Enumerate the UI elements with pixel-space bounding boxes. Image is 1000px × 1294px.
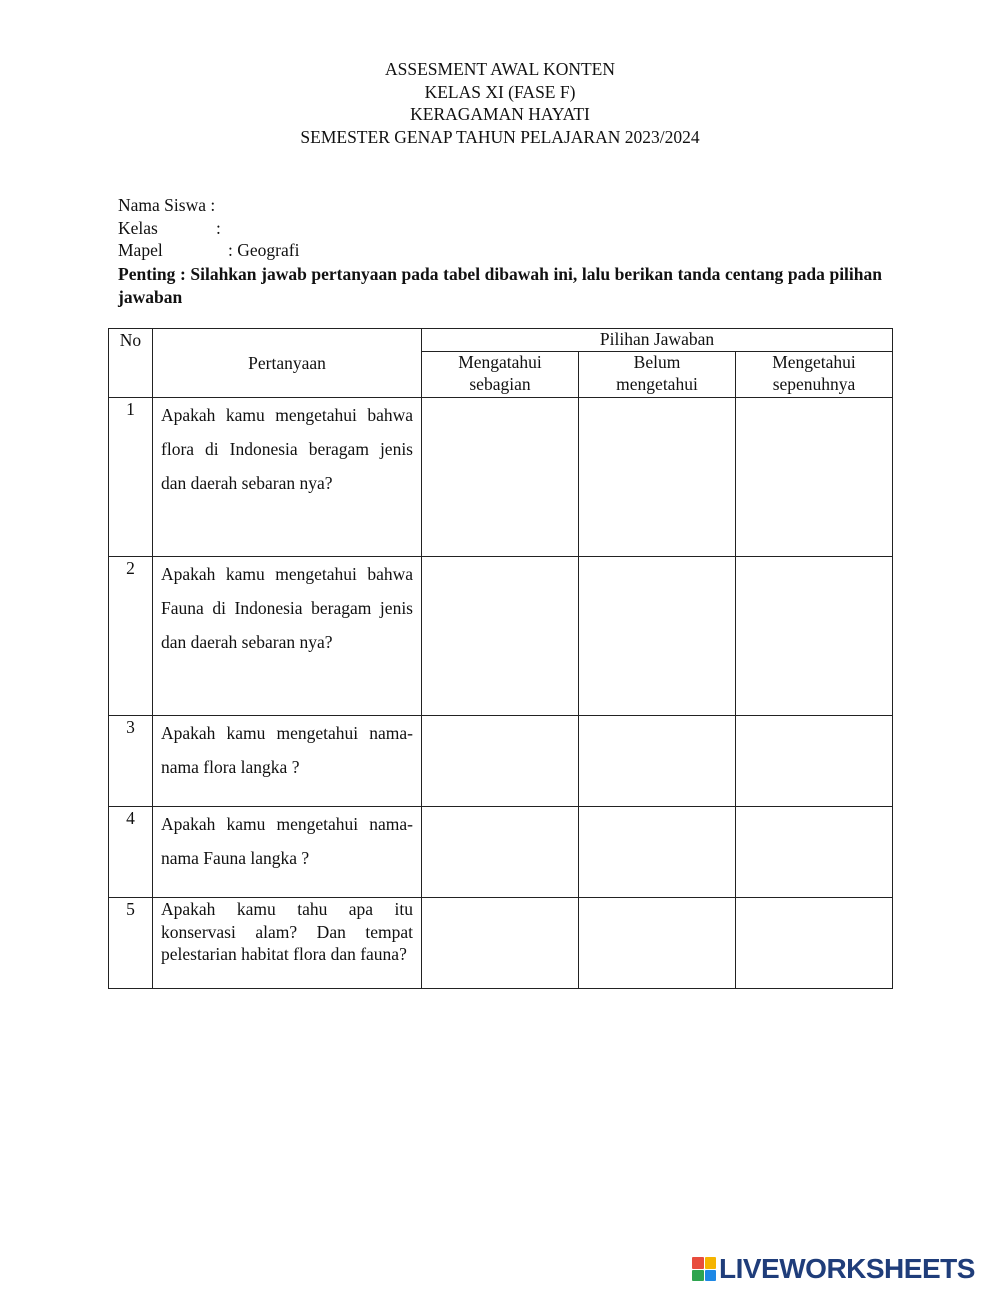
subject-row [118,239,882,262]
answer-cell-partial[interactable] [422,807,579,898]
table-row [109,398,893,557]
answer-cell-unknown[interactable] [579,898,736,989]
question-text: Apakah kamu mengetahui bahwa Fauna di Indonesia beragam jenis dan daerah sebaran nya? [153,557,422,716]
row-number: 5 [109,898,153,989]
logo-text: LIVEWORKSHEETS [719,1253,975,1284]
header-choice-full [736,352,893,398]
answer-cell-full[interactable] [736,716,893,807]
choice-1-line-1: Mengatahui [458,352,542,372]
question-text: Apakah kamu mengetahui nama-nama Fauna langka ? [153,807,422,898]
answer-cell-partial[interactable] [422,398,579,557]
row-number: 2 [109,557,153,716]
class-row [118,217,882,240]
subject-label: Mapel [118,240,163,260]
header-question: Pertanyaan [153,329,422,398]
table-row [109,557,893,716]
answer-cell-full[interactable] [736,398,893,557]
choice-3-line-1: Mengetahui [772,352,856,372]
header-choice-unknown [579,352,736,398]
logo-mark-icon [692,1257,716,1281]
title-line-4: SEMESTER GENAP TAHUN PELAJARAN 2023/2024 [300,126,700,147]
answer-cell-unknown[interactable] [579,716,736,807]
question-text: Apakah kamu mengetahui bahwa flora di Indonesia beragam jenis dan daerah sebaran nya? [153,398,422,557]
question-text: Apakah kamu mengetahui nama-nama flora langka ? [153,716,422,807]
answer-cell-partial[interactable] [422,716,579,807]
table-row [109,898,893,989]
choice-2-line-2: mengetahui [616,373,698,394]
answer-cell-full[interactable] [736,807,893,898]
answer-cell-unknown[interactable] [579,807,736,898]
row-number: 3 [109,716,153,807]
row-number: 4 [109,807,153,898]
question-table [108,328,893,989]
choice-1-line-2: sebagian [469,373,531,394]
answer-cell-full[interactable] [736,557,893,716]
table-row [109,716,893,807]
answer-cell-full[interactable] [736,898,893,989]
header-choice-partial [422,352,579,398]
instruction-text: Penting : Silahkan jawab pertanyaan pada tabel dibawah ini, lalu berikan tanda centang pada pilihan jawaban [118,263,882,307]
row-number: 1 [109,398,153,557]
answer-cell-unknown[interactable] [579,398,736,557]
student-info [118,194,882,309]
choice-2-line-1: Belum [633,352,681,372]
title-line-3: KERAGAMAN HAYATI [410,104,590,124]
document-title [0,58,1000,148]
logo-square-green [692,1270,704,1282]
logo-square-yellow [705,1257,717,1269]
answer-cell-partial[interactable] [422,557,579,716]
header-choices: Pilihan Jawaban [422,329,893,352]
question-text: Apakah kamu tahu apa itu konservasi alam? Dan tempat pelestarian habitat flora dan fauna? [153,898,422,989]
class-label: Kelas [118,217,158,238]
liveworksheets-logo [692,1254,975,1284]
answer-cell-partial[interactable] [422,898,579,989]
subject-value: : Geografi [228,240,300,260]
logo-square-red [692,1257,704,1269]
student-name-row [118,194,882,217]
table-row [109,807,893,898]
student-name-label: Nama Siswa : [118,195,216,215]
title-line-1: ASSESMENT AWAL KONTEN [385,59,615,79]
class-colon: : [216,217,221,238]
header-no: No [109,329,153,398]
choice-3-line-2: sepenuhnya [772,373,856,394]
answer-cell-unknown[interactable] [579,557,736,716]
logo-square-blue [705,1270,717,1282]
title-line-2: KELAS XI (FASE F) [424,81,576,102]
